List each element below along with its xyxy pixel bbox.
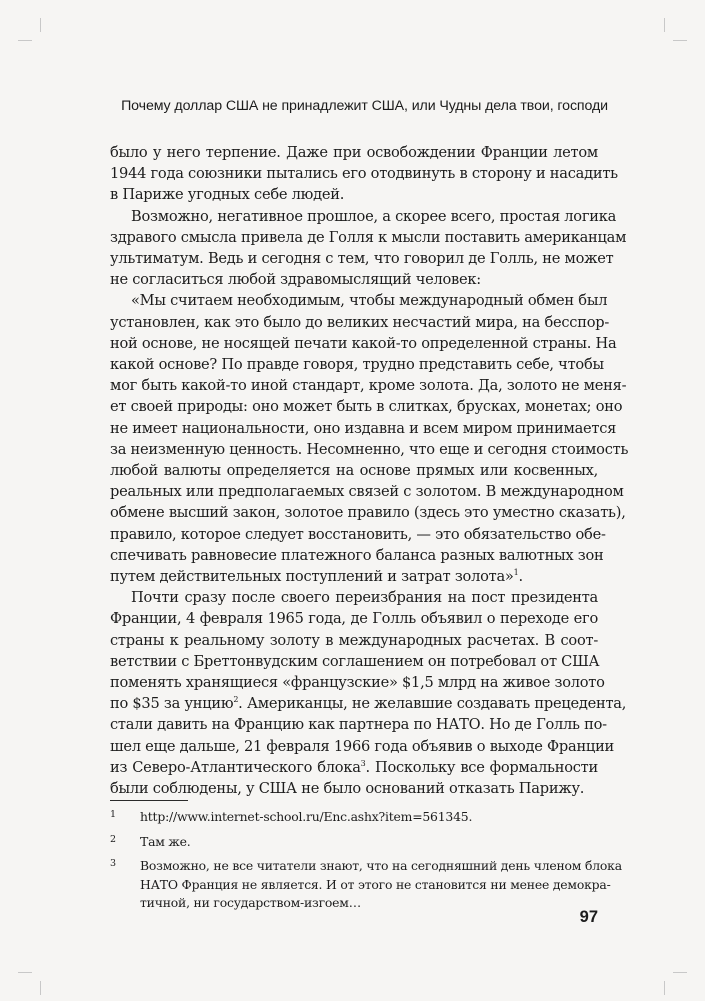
- body-text: [110, 142, 629, 799]
- text-line: стали давить на Францию как партнера по НАТО. Но де Голль по-: [110, 716, 607, 734]
- footnote-ref[interactable]: 3: [360, 759, 366, 769]
- text-line: поменять хранящиеся «французские» $1,5 млрд на живое золото: [110, 674, 605, 692]
- quote-line: за неизменную ценность. Несомненно, что еще и сегодня стоимость: [110, 440, 629, 458]
- text-line: ультиматум. Ведь и сегодня с тем, что говорил де Голль, не может: [110, 250, 614, 268]
- crop-mark: [18, 972, 32, 973]
- crop-mark: [40, 18, 41, 32]
- footnote: [110, 857, 622, 913]
- quote-line: установлен, как это было до великих несчастий мира, на бесспор-: [110, 313, 610, 331]
- quote-line: реальных или предполагаемых связей с золотом. В международном: [110, 483, 624, 501]
- text-line: [110, 757, 598, 778]
- text-line: шел еще дальше, 21 февраля 1966 года объявив о выходе Франции: [110, 737, 615, 755]
- quote-line: ет своей природы: оно может быть в слитках, брусках, монетах; оно: [110, 398, 623, 416]
- crop-mark: [664, 981, 665, 995]
- text-line: 1944 года союзники пытались его отодвинуть в сторону и насадить: [110, 165, 618, 183]
- quote-end-text: путем действительных поступлений и затрат золота»: [110, 568, 514, 586]
- footnote-link[interactable]: http://www.internet-school.ru/Enc.ashx?item=561345.: [140, 809, 473, 824]
- footnote-number: 1: [110, 809, 116, 820]
- crop-mark: [40, 981, 41, 995]
- footnote: [110, 833, 598, 852]
- footnote: [110, 808, 598, 827]
- text-line: Почти сразу после своего переизбрания на пост президента: [131, 589, 598, 607]
- text-line: [110, 693, 627, 714]
- text-fragment: . Американцы, не желавшие создавать прецедента,: [238, 695, 627, 713]
- quote-line: какой основе? По правде говоря, трудно представить себе, чтобы: [110, 356, 604, 374]
- running-head: Почему доллар США не принадлежит США, или Чудны дела твои, господи: [121, 98, 608, 114]
- text-fragment: по $35 за унцию: [110, 695, 234, 713]
- text-line: ветствии с Бреттонвудским соглашением он потребовал от США: [110, 652, 600, 670]
- text-line: было у него терпение. Даже при освобождении Франции летом: [110, 144, 598, 161]
- text-line: здравого смысла привела де Голля к мысли поставить американцам: [110, 228, 627, 246]
- footnote-number: 2: [110, 833, 116, 845]
- footnote-text: Там же.: [140, 833, 191, 849]
- quote-line: обмене высший закон, золотое правило (здесь это уместно сказать),: [110, 504, 626, 522]
- quote-line: не имеет национальности, оно издавна и всем миром принимается: [110, 419, 617, 437]
- footnote-text: НАТО Франция не является. И от этого не становится ни менее демокра-: [140, 876, 611, 892]
- quote-line: мог быть какой-то иной стандарт, кроме золота. Да, золото не меня-: [110, 377, 627, 395]
- crop-mark: [673, 972, 687, 973]
- text-line: были соблюдены, у США не было оснований отказать Парижу.: [110, 780, 585, 798]
- text-line: не согласиться любой здравомыслящий человек:: [110, 271, 481, 289]
- footnote-separator: [110, 800, 188, 801]
- quote-line: путем действительных поступлений и затрат золота»$^1$.: [110, 568, 523, 586]
- footnote-ref[interactable]: 1: [513, 568, 519, 578]
- footnote-number: 3: [110, 858, 116, 869]
- text-line: страны к реальному золоту в международных расчетах. В соот-: [110, 631, 598, 649]
- text-fragment: . Поскольку все формальности: [365, 758, 598, 776]
- quote-line: спечивать равновесие платежного баланса разных валютных зон: [110, 546, 604, 564]
- text-line: в Париже угодных себе людей.: [110, 186, 345, 204]
- crop-mark: [673, 40, 687, 41]
- footnote-text: тичной, ни государством-изгоем…: [140, 895, 361, 910]
- quote-line: ной основе, не носящей печати какой-то определенной страны. На: [110, 334, 617, 352]
- crop-mark: [664, 18, 665, 32]
- quote-line: правило, которое следует восстановить, — это обязательство обе-: [110, 525, 606, 543]
- crop-mark: [18, 40, 32, 41]
- quote-line: «Мы считаем необходимым, чтобы международный обмен был: [131, 292, 608, 310]
- page-number: 97: [579, 908, 598, 926]
- footnote-ref[interactable]: 2: [233, 695, 239, 705]
- quote-line: любой валюты определяется на основе прямых или косвенных,: [110, 462, 598, 480]
- text-line: Франции, 4 февраля 1965 года, де Голль объявил о переходе его: [110, 610, 598, 628]
- footnotes: [110, 808, 622, 919]
- text-fragment: из Северо-Атлантического блока: [110, 758, 361, 776]
- footnote-text: Возможно, не все читатели знают, что на сегодняшний день членом блока: [140, 858, 622, 873]
- text-line: Возможно, негативное прошлое, а скорее всего, простая логика: [131, 207, 617, 225]
